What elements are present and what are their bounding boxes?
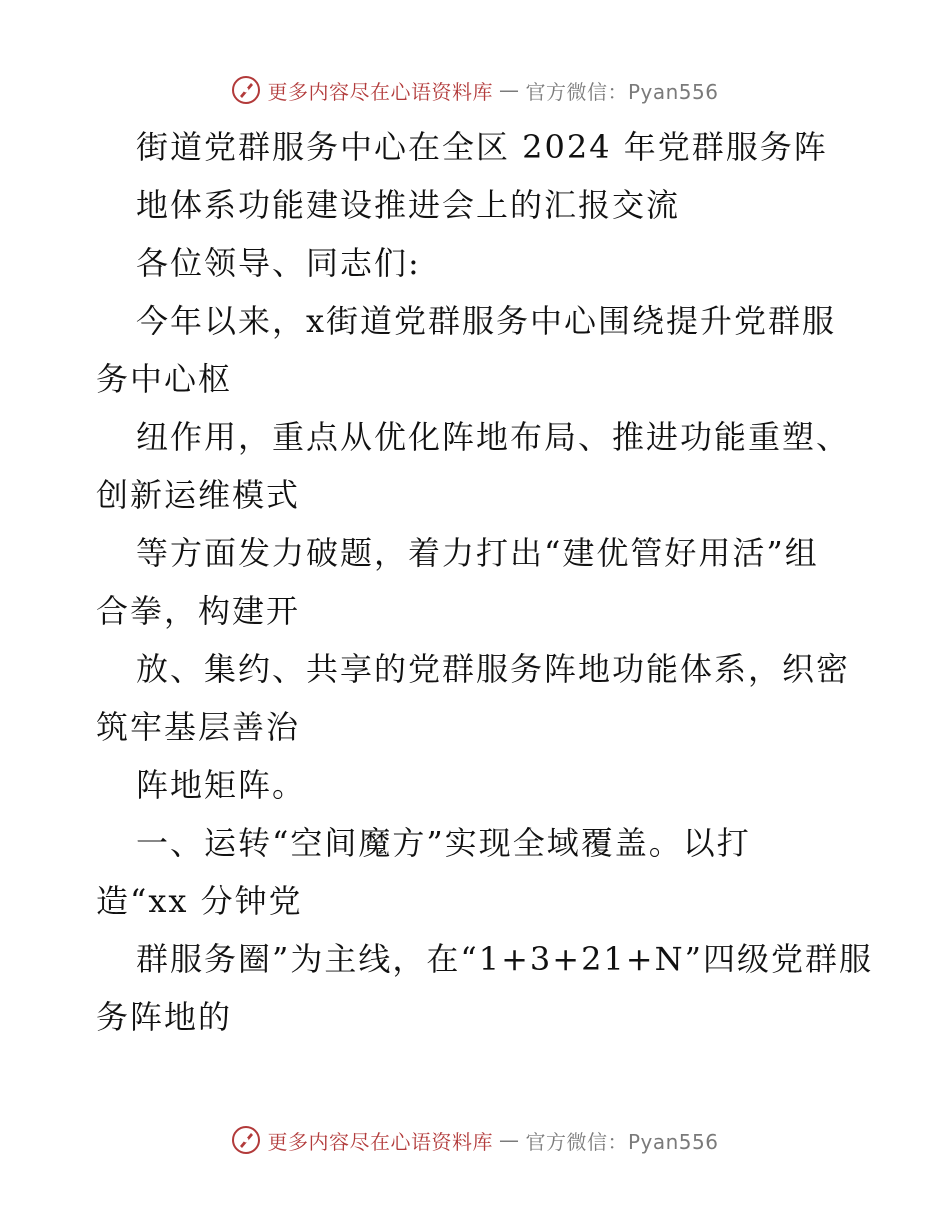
title-line-1: 街道党群服务中心在全区 2024 年党群服务阵 [136,128,828,166]
paragraph-line: 创新运维模式 [96,476,301,514]
quill-logo-icon [231,1125,261,1155]
paragraph-line: 群服务圈”为主线，在“1+3+21+N”四级党群服 [136,940,873,978]
title-line-2: 地体系功能建设推进会上的汇报交流 [136,186,681,224]
watermark-separator: — [498,1128,520,1152]
watermark-text: 更多内容尽在心语资料库 [267,1129,493,1154]
paragraph-line: 放、集约、共享的党群服务阵地功能体系，织密 [136,650,851,688]
paragraph-line: 务中心枢 [96,360,233,398]
document-body [96,118,873,1046]
quill-logo-icon [231,75,261,105]
watermark-wechat: 官方微信：Pyan556 [525,1129,719,1154]
paragraph-line: 纽作用，重点从优化阵地布局、推进功能重塑、 [136,418,851,456]
section-heading-line: 一、运转“空间魔方”实现全域覆盖。以打 [136,824,751,862]
paragraph-line: 筑牢基层善治 [96,708,301,746]
header-watermark [0,70,950,110]
salutation: 各位领导、同志们: [136,244,421,282]
footer-watermark [0,1120,950,1160]
paragraph-line: 今年以来，x街道党群服务中心围绕提升党群服 [136,302,837,340]
paragraph-line: 务阵地的 [96,998,233,1036]
watermark-text: 更多内容尽在心语资料库 [267,79,493,104]
paragraph-line: 阵地矩阵。 [136,766,307,804]
watermark-separator: — [498,78,520,102]
paragraph-line: 造“xx 分钟党 [96,882,303,920]
paragraph-line: 合拳，构建开 [96,592,301,630]
paragraph-line: 等方面发力破题，着力打出“建优管好用活”组 [136,534,819,572]
watermark-wechat: 官方微信：Pyan556 [525,79,719,104]
